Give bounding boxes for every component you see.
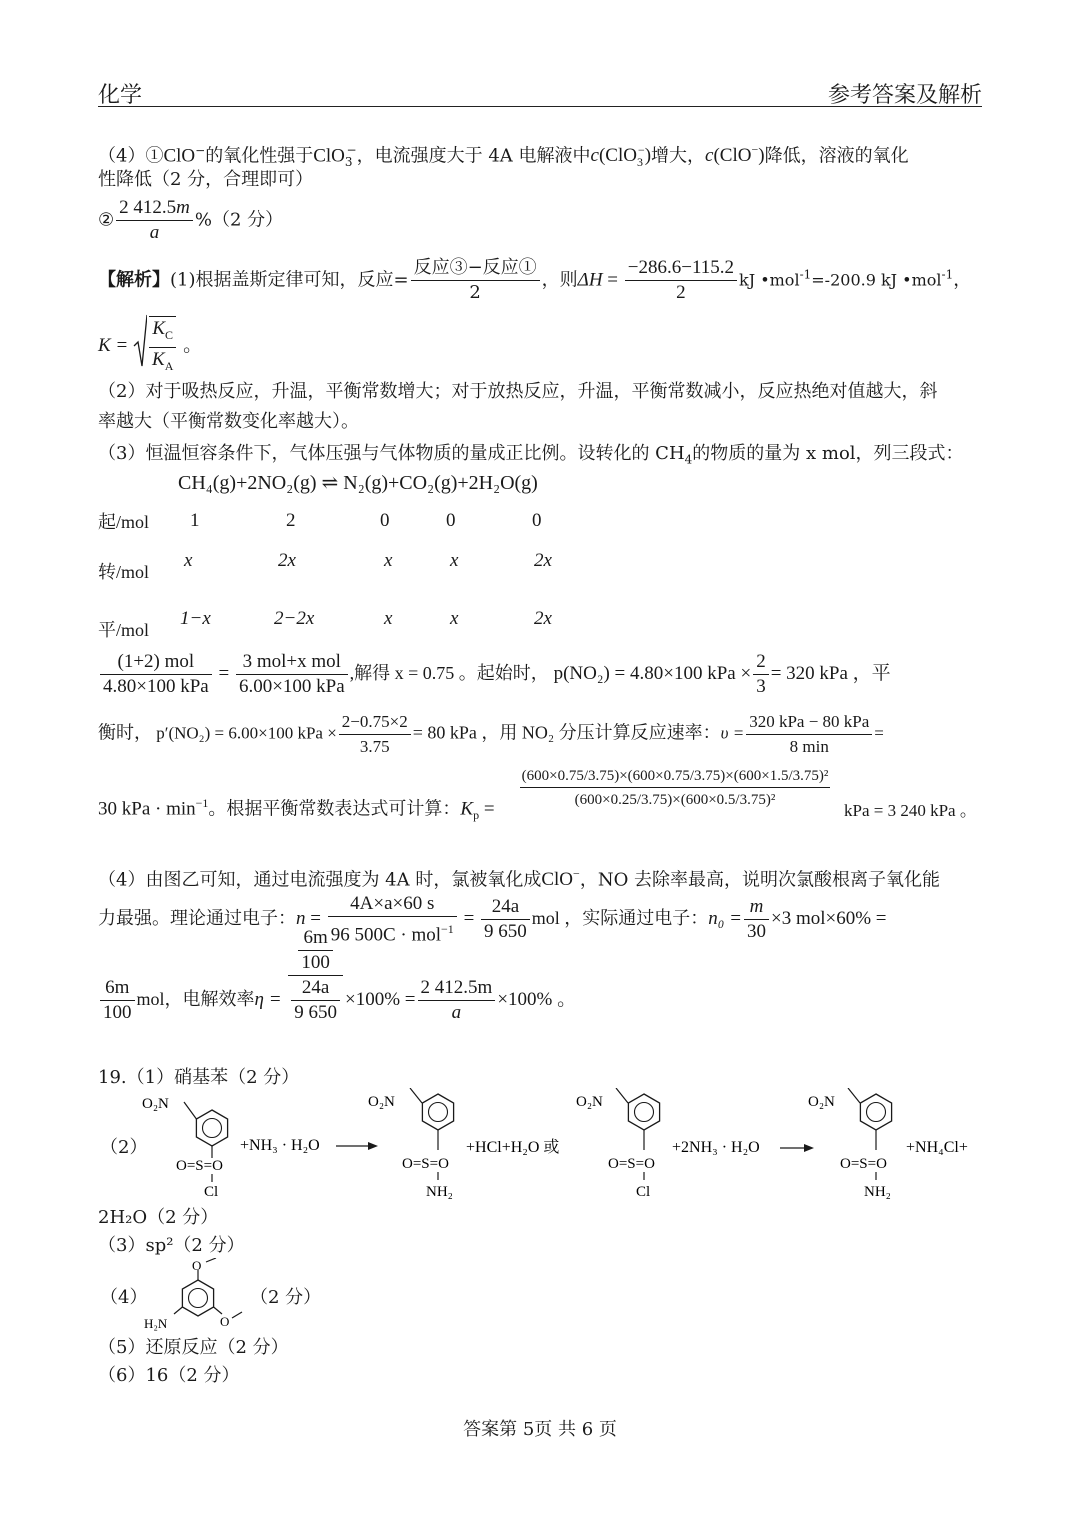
kp-line: 30 kPa · $\min^{-1}$。根据平衡常数表达式可计算：$K_p$ = (98, 796, 495, 823)
svg-text:O: O (220, 1314, 230, 1329)
analysis-1: 【解析】(1)根据盖斯定律可知，反应= $\frac{\text{反应③−反应①}}{2}$ ，则ΔH = $\frac{-286.6-115.2}{2}$ kJ •mol$^{-1}$=-200.9 kJ •mol$^{-1}$， (98, 257, 972, 303)
q19-4-label: （4） (100, 1287, 148, 1308)
nitrobenzenesulfonyl-chloride-2 (576, 1088, 660, 1200)
calc-line-2: 衡时， p′(NO₂) = 6.00×100 kPa × $\frac{2-0.75\times 2}{3.75}$ = 80 kPa ，用 NO₂ 分压计算反应速率：υ = $\frac{\text{320 kPa − 80 kPa}}{8 \min}$ = (98, 712, 884, 756)
q19-4-score: （2 分） (250, 1287, 322, 1308)
efficiency-line: $\frac{6m}{100}$ mol，电解效率η = $\frac{\frac{6m}{100}}{\frac{24a}{9 650}}$ ×100% = $\frac{2 412.5m}{a}$ ×100% 。 (98, 976, 576, 1025)
nitro-group: O₂N (142, 1096, 169, 1112)
reactant-2: +2NH₃ · H₂O (672, 1139, 760, 1156)
q19-5: （5）还原反应（2 分） (98, 1337, 289, 1358)
equilibrium-constant-K: K = $\frac{K_C}{K_A}$ 。 (98, 316, 202, 378)
q18-4-line2: 性降低（2 分，合理即可） (98, 169, 314, 190)
table-row: 转/mol x 2x x x 2x (98, 550, 552, 582)
svg-text:O₂N: O₂N (368, 1094, 395, 1110)
svg-text:NH₂: NH₂ (864, 1184, 891, 1200)
q19-2-label: （2） (100, 1137, 148, 1158)
table-row: 平/mol 1−x 2−2x x x 2x (98, 608, 552, 640)
q19-3: （3）sp²（2 分） (98, 1235, 245, 1256)
q19-6: （6）16（2 分） (98, 1365, 240, 1386)
q19-2-tail: 2H₂O（2 分） (98, 1207, 219, 1228)
products-2: +NH₄Cl+ (906, 1139, 968, 1156)
calc-line-1: $\frac{\text{(1+2) mol}}{\text{4.80×100 kPa}}$ = $\frac{\text{3 mol+x mol}}{\text{6.00×100 kPa}}$ ,解得 x = 0.75 。起始时， p(NO₂) = 4.80×100 kPa × $\frac{2}{3}$ = 320 kPa ，平 (98, 650, 891, 699)
chloro-group: Cl (204, 1184, 219, 1200)
header-rule (98, 106, 982, 107)
analysis-3: （3）恒温恒容条件下，气体压强与气体物质的量成正比例。设转化的 $CH_4$的物质的量为 x mol，列三段式： (98, 443, 964, 467)
svg-text:O: O (192, 1258, 202, 1273)
svg-text:O₂N: O₂N (808, 1094, 835, 1110)
nitrobenzenesulfonamide-2 (808, 1088, 892, 1200)
analysis-4-line2: 力最强。理论通过电子：n = $\frac{4A\times a\times 60 s}{96 500C \cdot mol^{-1}}$ = $\frac{24a}{9 650}$ mol ，实际通过电子：n₀ = $\frac{m}{30}$ ×3 mol×60% = (98, 893, 887, 946)
kp-result: kPa = 3 240 kPa 。 (844, 801, 977, 820)
products-1: +HCl+H₂O 或 (466, 1139, 560, 1156)
nitrobenzenesulfonamide (368, 1088, 454, 1200)
svg-text:O=S=O: O=S=O (402, 1156, 449, 1172)
q19-1: 19.（1）硝基苯（2 分） (98, 1067, 300, 1088)
sulfonyl-group: O=S=O (176, 1158, 223, 1174)
svg-text:O=S=O: O=S=O (608, 1156, 655, 1172)
analysis-2-line1: （2）对于吸热反应，升温，平衡常数增大；对于放热反应，升温，平衡常数减小，反应热绝对值越大，斜 (98, 381, 938, 402)
q18-4-line1: （4）①ClO−的氧化性强于ClO$_3$−，电流强度大于 4A 电解液中c(ClO$_3$−)增大，c(ClO−)降低，溶液的氧化 (98, 143, 909, 170)
kp-fraction: (600×0.75/3.75)×(600×0.75/3.75)×(600×1.5/3.75)² (600×0.25/3.75)×(600×0.5/3.75)² (521, 768, 829, 808)
svg-text:H₂N: H₂N (144, 1316, 168, 1331)
nitrobenzenesulfonyl-chloride (142, 1096, 228, 1200)
three-stage-table (98, 510, 658, 666)
reaction-scheme (140, 1088, 990, 1200)
dimethoxyaniline-structure (140, 1258, 250, 1334)
page-footer: 答案第 5页 共 6 页 (463, 1419, 617, 1440)
svg-text:O=S=O: O=S=O (840, 1156, 887, 1172)
analysis-2-line2: 率越大（平衡常数变化率越大）。 (98, 411, 359, 432)
sqrt-sign (133, 314, 147, 368)
svg-text:O₂N: O₂N (576, 1094, 603, 1110)
q18-4-answer2: ② $\frac{2 412.5m}{a}$ %（2 分） (98, 197, 284, 243)
svg-text:Cl: Cl (636, 1184, 651, 1200)
table-row: 起/mol 1 2 0 0 0 (98, 510, 542, 532)
reaction-equation: CH₄(g)+2NO₂(g) ⇌ N₂(g)+CO₂(g)+2H₂O(g) (178, 472, 538, 494)
subject-title: 化学 (98, 83, 143, 108)
reactant-1: +NH₃ · H₂O (240, 1137, 320, 1154)
svg-text:NH₂: NH₂ (426, 1184, 453, 1200)
section-title: 参考答案及解析 (827, 83, 982, 108)
analysis-4-line1: （4）由图乙可知，通过电流强度为 4A 时，氯被氧化成ClO−，NO 去除率最高，说明次氯酸根离子氧化能 (98, 867, 941, 891)
